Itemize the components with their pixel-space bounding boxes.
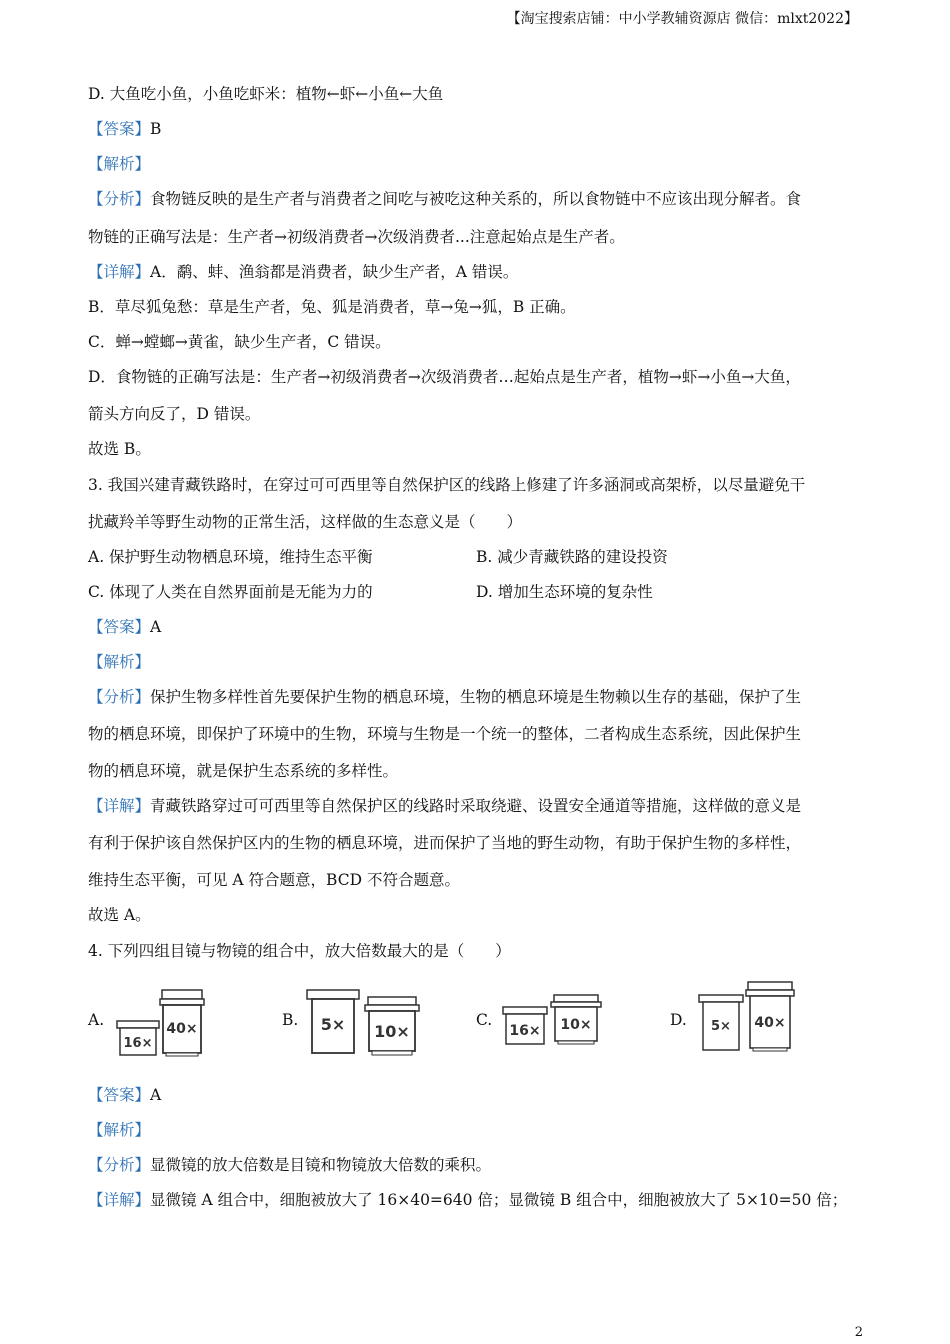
conclusion-line: 故选 A。 xyxy=(88,906,151,924)
fenxi-text: 保护生物多样性首先要保护生物的栖息环境，生物的栖息环境是生物赖以生存的基础，保护了生 xyxy=(150,688,802,706)
eyepiece-b-icon xyxy=(306,989,360,1055)
text-line: 有利于保护该自然保护区内的生物的栖息环境，进而保护了当地的野生动物，有助于保护生物的多样性， xyxy=(88,834,802,852)
answer-line xyxy=(88,117,161,139)
lens-option-c-label: C. xyxy=(476,1011,493,1029)
xiangjie-tag: 【详解】 xyxy=(88,1191,151,1209)
xiangjie-tag: 【详解】 xyxy=(88,263,151,281)
analysis-heading xyxy=(88,650,150,672)
option-c: C. 体现了人类在自然界面前是无能为力的 xyxy=(88,583,373,601)
detail-line xyxy=(88,794,801,816)
detail-line xyxy=(88,260,518,282)
conclusion-line: 故选 B。 xyxy=(88,440,151,458)
text-line: 维持生态平衡，可见 A 符合题意，BCD 不符合题意。 xyxy=(88,871,460,889)
answer-tag: 【答案】 xyxy=(88,120,151,138)
detail-line xyxy=(88,1188,847,1210)
analysis-heading xyxy=(88,152,150,174)
analysis-tag: 【解析】 xyxy=(88,155,151,173)
eyepiece-c-icon xyxy=(502,1006,548,1046)
question-3: 3. 我国兴建青藏铁路时，在穿过可可西里等自然保护区的线路上修建了许多涵洞或高架桥，以尽量避免干 xyxy=(88,476,806,494)
objective-a-label: 40× xyxy=(166,1021,198,1037)
answer-value: A xyxy=(150,1086,162,1104)
eyepiece-c-label: 16× xyxy=(509,1023,541,1039)
analysis-line xyxy=(88,685,801,707)
xiangjie-tag: 【详解】 xyxy=(88,797,151,815)
xiangjie-text: A．鹬、蚌、渔翁都是消费者，缺少生产者，A 错误。 xyxy=(150,263,519,281)
question-4: 4. 下列四组目镜与物镜的组合中，放大倍数最大的是（ ） xyxy=(88,942,511,960)
xiangjie-text: 显微镜 A 组合中，细胞被放大了 16×40=640 倍；显微镜 B 组合中，细胞被放大了 5×10=50 倍； xyxy=(150,1191,848,1209)
analysis-line xyxy=(88,187,801,209)
xiangjie-text: 青藏铁路穿过可可西里等自然保护区的线路时采取绕避、设置安全通道等措施，这样做的意义是 xyxy=(150,797,802,815)
page-header: 【淘宝搜索店铺：中小学教辅资源店 微信：mlxt2022】 xyxy=(506,11,858,27)
eyepiece-d-label: 5× xyxy=(711,1019,731,1034)
question-3-cont: 扰藏羚羊等野生动物的正常生活，这样做的生态意义是（ ） xyxy=(88,513,523,531)
answer-value: A xyxy=(150,618,162,636)
eyepiece-a-icon xyxy=(116,1020,160,1056)
objective-d-icon xyxy=(744,981,796,1053)
fenxi-tag: 【分析】 xyxy=(88,1156,151,1174)
text-line: 箭头方向反了，D 错误。 xyxy=(88,405,261,423)
page-number: 2 xyxy=(854,1325,863,1340)
fenxi-tag: 【分析】 xyxy=(88,688,151,706)
lens-option-b-label: B. xyxy=(282,1011,299,1029)
lens-option-d-label: D. xyxy=(670,1011,687,1029)
text-line: 物的栖息环境，就是保护生态系统的多样性。 xyxy=(88,762,399,780)
text-line: D．食物链的正确写法是：生产者→初级消费者→次级消费者…起始点是生产者，植物→虾→小鱼→大鱼， xyxy=(88,368,801,386)
objective-b-icon xyxy=(364,996,420,1056)
objective-c-icon xyxy=(550,994,602,1046)
answer-line xyxy=(88,1083,161,1105)
objective-c-label: 10× xyxy=(560,1017,592,1033)
analysis-heading xyxy=(88,1118,150,1140)
option-a: A. 保护野生动物栖息环境，维持生态平衡 xyxy=(88,548,373,566)
objective-d-label: 40× xyxy=(754,1015,786,1031)
eyepiece-d-icon xyxy=(698,994,744,1052)
text-line: 物的栖息环境，即保护了环境中的生物，环境与生物是一个统一的整体，二者构成生态系统，因此保护生 xyxy=(88,725,802,743)
text-line: C．蝉→螳螂→黄雀，缺少生产者，C 错误。 xyxy=(88,333,391,351)
answer-tag: 【答案】 xyxy=(88,1086,151,1104)
eyepiece-b-label: 5× xyxy=(320,1015,346,1034)
analysis-line xyxy=(88,1153,491,1175)
fenxi-text: 食物链反映的是生产者与消费者之间吃与被吃这种关系的，所以食物链中不应该出现分解者。食 xyxy=(150,190,802,208)
fenxi-text: 显微镜的放大倍数是目镜和物镜放大倍数的乘积。 xyxy=(150,1156,492,1174)
lens-option-a-label: A. xyxy=(88,1011,105,1029)
answer-value: B xyxy=(150,120,162,138)
text-line: 物链的正确写法是：生产者→初级消费者→次级消费者...注意起始点是生产者。 xyxy=(88,228,625,246)
answer-line xyxy=(88,615,161,637)
text-line: B．草尽狐兔愁：草是生产者，兔、狐是消费者，草→兔→狐，B 正确。 xyxy=(88,298,576,316)
analysis-tag: 【解析】 xyxy=(88,653,151,671)
answer-tag: 【答案】 xyxy=(88,618,151,636)
option-d: D. 增加生态环境的复杂性 xyxy=(476,583,653,601)
objective-a-icon xyxy=(158,989,208,1057)
option-d-text: D. 大鱼吃小鱼，小鱼吃虾米：植物←虾←小鱼←大鱼 xyxy=(88,85,444,103)
option-b: B. 减少青藏铁路的建设投资 xyxy=(476,548,668,566)
eyepiece-a-label: 16× xyxy=(123,1036,153,1051)
objective-b-label: 10× xyxy=(374,1022,410,1041)
analysis-tag: 【解析】 xyxy=(88,1121,151,1139)
fenxi-tag: 【分析】 xyxy=(88,190,151,208)
